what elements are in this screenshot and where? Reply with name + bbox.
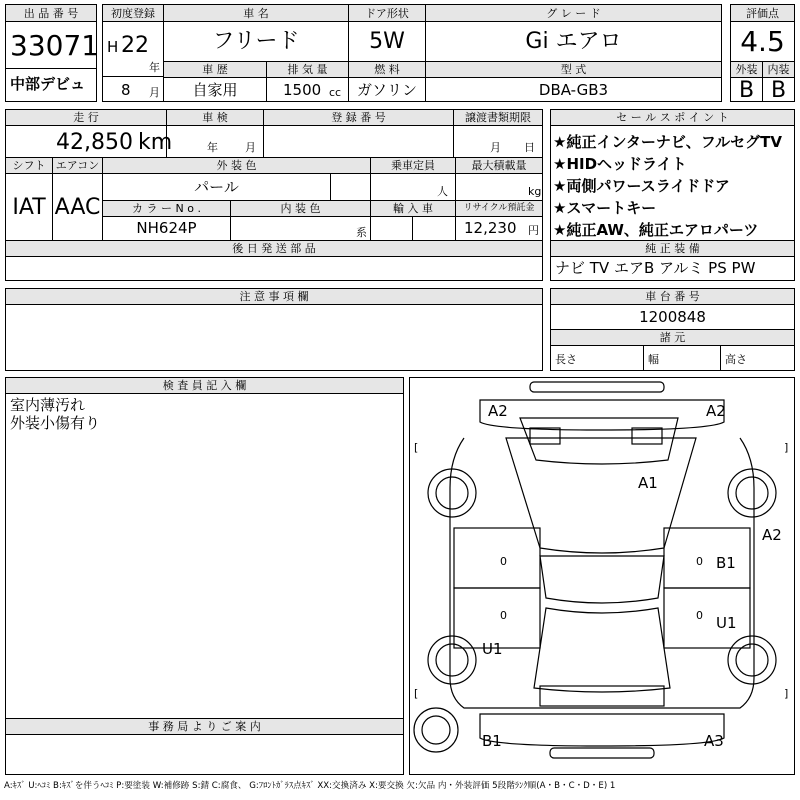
door-right-front xyxy=(664,528,750,588)
color-value-cell-2 xyxy=(330,173,371,201)
door-label: ドア形状 xyxy=(365,7,409,20)
rear-glass xyxy=(534,608,670,692)
model-value-cell xyxy=(425,77,722,102)
office-label: 事 務 局 よ り ご 案 内 xyxy=(148,720,261,733)
legend: A:ｷｽﾞ U:ﾍｺﾐ B:ｷｽﾞを伴うﾍｺﾐ P:要塗装 W:補修跡 S:錆 C:腐食、 G:ﾌﾛﾝﾄｶﾞﾗｽ点ｷｽﾞ XX:交換済み X:要交換 欠:欠品 内・外装評価 5段階ﾗﾝｸ順(A・B・C・D・E) 1 xyxy=(4,781,616,791)
history-value-cell xyxy=(163,77,267,102)
inspector-label-cell xyxy=(5,377,404,394)
dims-height-cell xyxy=(720,345,795,371)
score-ext-label: 外装 xyxy=(735,63,758,76)
plate-label-cell xyxy=(263,109,454,126)
history-label: 車 歴 xyxy=(202,63,228,76)
damage-mark: U1 xyxy=(482,640,503,658)
later-label-cell xyxy=(5,240,543,257)
damage-mark: U1 xyxy=(716,614,737,632)
shift-label: シフト xyxy=(12,159,46,172)
transfer-day-unit: 日 xyxy=(524,141,535,154)
lot-label: 出 品 番 号 xyxy=(23,7,79,20)
headlight-left xyxy=(530,428,560,444)
color-label-cell xyxy=(102,157,371,174)
damage-mark: B1 xyxy=(716,554,736,572)
hood xyxy=(520,418,678,464)
chassis-number: 1200848 xyxy=(639,308,706,326)
dims-label: 諸 元 xyxy=(659,331,686,344)
inspector-note: 外装小傷有り xyxy=(10,414,101,432)
diagram-zero: 0 xyxy=(500,609,507,622)
reg-year-cell xyxy=(102,21,164,77)
shift-label-cell xyxy=(5,157,53,174)
aircon-value-cell xyxy=(52,173,103,241)
damage-mark: A2 xyxy=(762,526,782,544)
mileage-unit: km xyxy=(138,130,173,155)
inspector-label: 検 査 員 記 入 欄 xyxy=(162,379,247,392)
equipment-value-cell xyxy=(550,256,795,281)
seats-label: 乗車定員 xyxy=(391,159,435,172)
equipment-label: 純 正 装 備 xyxy=(645,242,700,255)
inspection-value-cell xyxy=(166,125,264,158)
sales-point: ★HIDヘッドライト xyxy=(553,155,687,173)
chassis-label: 車 台 番 号 xyxy=(645,290,700,303)
recycle-label-cell xyxy=(455,200,543,217)
inspection-label-cell xyxy=(166,109,264,126)
transfer-value-cell xyxy=(453,125,543,158)
score-label: 評価点 xyxy=(746,7,779,20)
front-bumper-top xyxy=(530,382,664,392)
mileage-label-cell xyxy=(5,109,167,126)
reg-label-cell xyxy=(102,4,164,22)
shift-value-cell xyxy=(5,173,53,241)
tailgate xyxy=(540,686,664,706)
history: 自家用 xyxy=(192,81,238,99)
diagram-zero: 0 xyxy=(696,609,703,622)
aircon-label-cell xyxy=(52,157,103,174)
model-code: DBA-GB3 xyxy=(538,81,609,99)
grade: Gi エアロ xyxy=(525,29,622,54)
reg-era: H xyxy=(107,38,119,56)
door-left-front xyxy=(454,528,540,588)
displacement-label: 排 気 量 xyxy=(287,63,328,76)
lot-sub-cell xyxy=(5,68,97,102)
plate-value-cell xyxy=(263,125,454,158)
door-type: 5W xyxy=(369,29,405,54)
dims-label-cell xyxy=(550,329,795,346)
sales-point: ★両側パワースライドドア xyxy=(553,177,730,195)
mileage-value-cell xyxy=(5,125,173,158)
inspector-note: 室内薄汚れ xyxy=(10,396,86,414)
transfer-month-unit: 月 xyxy=(490,141,501,154)
transfer-label-cell xyxy=(453,109,543,126)
name-label: 車 名 xyxy=(243,7,269,20)
color-code: NH624P xyxy=(136,219,197,237)
car-name: フリード xyxy=(212,29,300,54)
name-value-cell xyxy=(163,21,349,62)
fuel-label: 燃 料 xyxy=(374,63,400,76)
wheel-rear-right xyxy=(728,636,776,684)
inspection-label: 車 検 xyxy=(202,111,228,124)
shift: IAT xyxy=(12,195,46,220)
import-value-cell-2 xyxy=(412,216,456,241)
dims-height: 高さ xyxy=(725,353,747,366)
diagram-zero: 0 xyxy=(696,555,703,568)
aircon: AAC xyxy=(54,195,101,220)
displacement: 1500 xyxy=(283,81,322,99)
diagram-bracket: [ xyxy=(414,441,419,454)
damage-mark: A1 xyxy=(638,474,658,492)
wheel-rear-left xyxy=(428,636,476,684)
interior-label-cell xyxy=(230,200,371,217)
score: 4.5 xyxy=(740,25,785,58)
body-outline xyxy=(450,438,754,708)
fuel-label-cell xyxy=(348,61,426,78)
fuel: ガソリン xyxy=(356,81,417,99)
roof-center xyxy=(540,556,664,603)
inspector-box xyxy=(5,393,404,719)
interior-value-cell xyxy=(230,216,371,241)
chassis-value-cell xyxy=(550,304,795,330)
import-label: 輸 入 車 xyxy=(393,202,433,215)
transfer-label: 譲渡書類期限 xyxy=(465,111,531,124)
inspection-month-unit: 月 xyxy=(245,141,256,154)
recycle-unit: 円 xyxy=(528,224,539,237)
front-bumper xyxy=(480,400,724,430)
score-ext-cell xyxy=(730,77,763,102)
spare-wheel xyxy=(414,708,458,752)
score-ext: B xyxy=(738,78,755,103)
inspection-year-unit: 年 xyxy=(207,141,218,154)
color-value-cell xyxy=(102,173,331,201)
diagram-bracket: ] xyxy=(784,441,789,454)
seats-label-cell xyxy=(370,157,456,174)
score-int: B xyxy=(770,78,787,103)
damage-mark: A3 xyxy=(704,732,724,750)
score-int-label: 内装 xyxy=(767,63,790,76)
seats-value-cell xyxy=(370,173,456,201)
color-code-label: カ ラ ー N o . xyxy=(132,202,201,215)
interior-label: 内 装 色 xyxy=(280,202,321,215)
sales-point: ★純正インターナビ、フルセグTV xyxy=(553,133,782,151)
notes-label: 注 意 事 項 欄 xyxy=(239,290,309,303)
recycle-value-cell xyxy=(455,216,543,241)
dims-length: 長さ xyxy=(555,353,577,366)
grade-value-cell xyxy=(425,21,722,62)
score-ext-label-cell xyxy=(730,61,763,78)
score-int-label-cell xyxy=(762,61,795,78)
lot-sub: 中部デビュ xyxy=(10,75,86,93)
load-label: 最大積載量 xyxy=(471,159,527,172)
model-label: 型 式 xyxy=(560,63,587,76)
notes-box xyxy=(5,304,543,371)
grade-label: グ レ ー ド xyxy=(546,7,601,20)
later-label: 後 日 発 送 部 品 xyxy=(232,242,316,255)
dims-width-cell xyxy=(643,345,721,371)
displacement-label-cell xyxy=(266,61,349,78)
headlight-right xyxy=(632,428,662,444)
sales-label: セ ー ル ス ポ イ ン ト xyxy=(616,111,729,124)
recycle-fee: 12,230 xyxy=(464,219,517,237)
dims-width: 幅 xyxy=(648,353,659,366)
door-value-cell xyxy=(348,21,426,62)
score-label-cell xyxy=(730,4,795,22)
aircon-label: エアコン xyxy=(55,159,100,172)
rear-bumper-bottom xyxy=(550,748,654,758)
car-diagram-svg xyxy=(410,378,794,774)
displacement-value-cell xyxy=(266,77,349,102)
reg-year-unit: 年 xyxy=(149,61,160,74)
wheel-front-right xyxy=(728,469,776,517)
lot-label-cell xyxy=(5,4,97,22)
grade-label-cell xyxy=(425,4,722,22)
office-label-cell xyxy=(5,718,404,735)
reg-month-cell xyxy=(102,76,164,102)
mileage-label: 走 行 xyxy=(73,111,99,124)
damage-mark: A2 xyxy=(706,402,726,420)
door-right-rear xyxy=(664,588,750,648)
load-label-cell xyxy=(455,157,543,174)
model-label-cell xyxy=(425,61,722,78)
car-diagram xyxy=(409,377,795,775)
displacement-unit: cc xyxy=(329,86,342,99)
name-label-cell xyxy=(163,4,349,22)
damage-mark: A2 xyxy=(488,402,508,420)
exterior-color: パール xyxy=(194,178,239,196)
sales-point: ★純正AW、純正エアロパーツ xyxy=(553,221,759,239)
lot-number: 33071 xyxy=(10,29,100,62)
office-box xyxy=(5,734,404,775)
mileage: 42,850 xyxy=(56,130,133,155)
reg-month: 8 xyxy=(121,81,131,99)
dims-length-cell xyxy=(550,345,644,371)
score-value-cell xyxy=(730,21,795,62)
chassis-label-cell xyxy=(550,288,795,305)
color-code-label-cell xyxy=(102,200,231,217)
reg-month-unit: 月 xyxy=(149,86,160,99)
equipment-label-cell xyxy=(550,240,795,257)
recycle-label: リサイクル預託金 xyxy=(463,203,535,213)
seats-unit: 人 xyxy=(437,185,448,198)
rear-bumper xyxy=(480,714,724,746)
reg-year: 22 xyxy=(121,33,149,58)
notes-label-cell xyxy=(5,288,543,305)
diagram-zero: 0 xyxy=(500,555,507,568)
door-left-rear xyxy=(454,588,540,648)
later-value-cell xyxy=(5,256,543,281)
diagram-bracket: ] xyxy=(784,687,789,700)
plate-label: 登 録 番 号 xyxy=(331,111,386,124)
reg-label: 初度登録 xyxy=(111,7,155,20)
damage-mark: B1 xyxy=(482,732,502,750)
diagram-bracket: [ xyxy=(414,687,419,700)
history-label-cell xyxy=(163,61,267,78)
score-int-cell xyxy=(762,77,795,102)
load-value-cell xyxy=(455,173,543,201)
import-label-cell xyxy=(370,200,456,217)
load-unit: kg xyxy=(528,185,542,198)
sales-label-cell xyxy=(550,109,795,126)
interior-unit: 系 xyxy=(356,226,367,239)
import-value-cell xyxy=(370,216,413,241)
sales-points-box xyxy=(550,125,795,241)
door-label-cell xyxy=(348,4,426,22)
color-code-value-cell xyxy=(102,216,231,241)
sales-point: ★スマートキー xyxy=(553,199,657,217)
color-label: 外 装 色 xyxy=(216,159,257,172)
wheel-front-left xyxy=(428,469,476,517)
fuel-value-cell xyxy=(348,77,426,102)
lot-value-cell xyxy=(5,21,100,69)
equipment: ナビ TV エアB アルミ PS PW xyxy=(555,259,756,277)
